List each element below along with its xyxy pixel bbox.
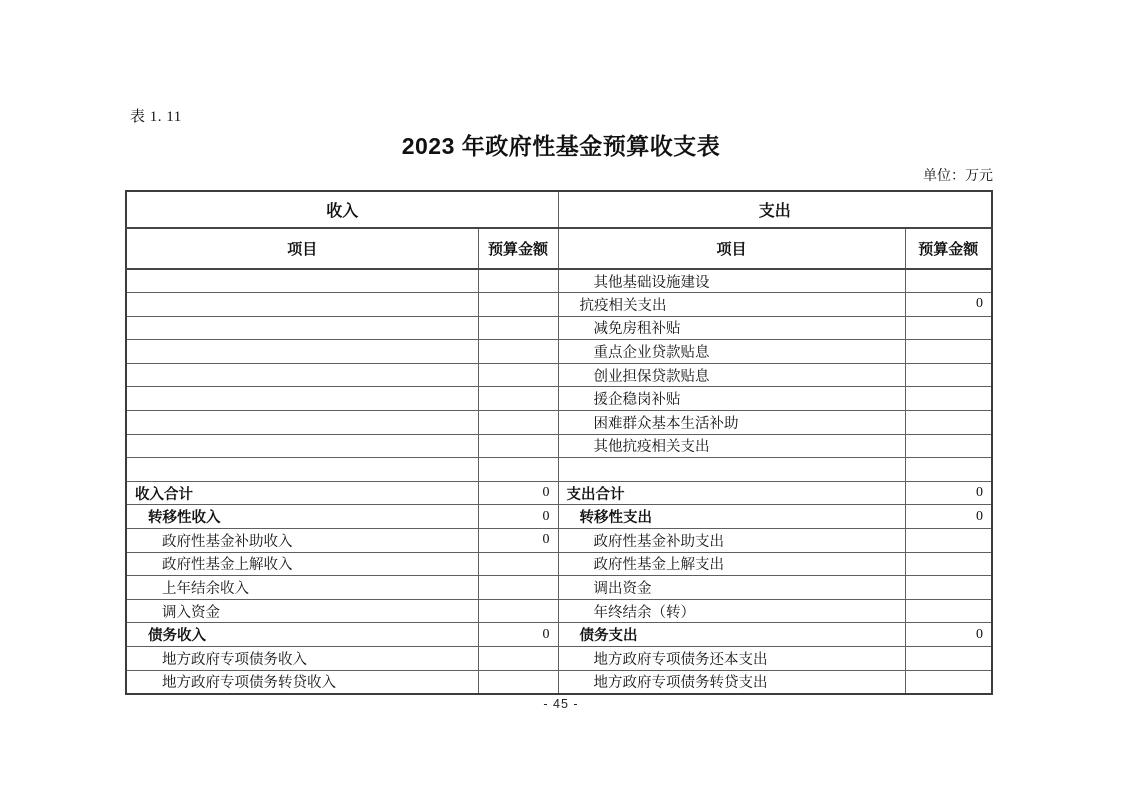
- left-item-cell: 收入合计: [126, 481, 478, 505]
- right-item-cell: 转移性支出: [558, 505, 905, 529]
- left-amount-cell: [478, 670, 558, 694]
- right-amount-cell: [905, 363, 992, 387]
- left-amount-cell: [478, 458, 558, 482]
- right-amount-cell: [905, 576, 992, 600]
- right-item-cell: 抗疫相关支出: [558, 293, 905, 317]
- right-amount-cell: [905, 670, 992, 694]
- table-row: [126, 269, 992, 293]
- left-amount-cell: [478, 293, 558, 317]
- page-number: - 45 -: [543, 697, 579, 711]
- table-row: [126, 481, 992, 505]
- table-row: [126, 529, 992, 553]
- right-amount-cell: 0: [905, 505, 992, 529]
- table-row: [126, 340, 992, 364]
- right-amount-cell: [905, 599, 992, 623]
- left-item-cell: 地方政府专项债务收入: [126, 647, 478, 671]
- table-row: [126, 647, 992, 671]
- right-item-cell: 援企稳岗补贴: [558, 387, 905, 411]
- left-amount-cell: [478, 647, 558, 671]
- table-row: [126, 363, 992, 387]
- table-column-header-row: [126, 228, 992, 269]
- budget-table: [125, 190, 993, 695]
- right-item-cell: 政府性基金上解支出: [558, 552, 905, 576]
- budget-table-body: [126, 269, 992, 694]
- right-item-cell: 地方政府专项债务还本支出: [558, 647, 905, 671]
- left-amount-cell: [478, 599, 558, 623]
- left-item-cell: [126, 340, 478, 364]
- left-amount-cell: [478, 340, 558, 364]
- left-item-cell: 上年结余收入: [126, 576, 478, 600]
- left-amount-cell: [478, 552, 558, 576]
- right-amount-cell: [905, 552, 992, 576]
- right-item-cell: 其他基础设施建设: [558, 269, 905, 293]
- left-amount-cell: [478, 269, 558, 293]
- right-amount-cell: [905, 340, 992, 364]
- left-item-cell: [126, 269, 478, 293]
- right-item-cell: 调出资金: [558, 576, 905, 600]
- table-group-header-row: [126, 191, 992, 228]
- left-item-cell: 政府性基金补助收入: [126, 529, 478, 553]
- left-amount-cell: [478, 411, 558, 435]
- table-row: [126, 293, 992, 317]
- table-row: [126, 316, 992, 340]
- revenue-group-header: 收入: [126, 191, 558, 228]
- table-row: [126, 623, 992, 647]
- right-amount-cell: [905, 529, 992, 553]
- right-item-cell: 年终结余（转）: [558, 599, 905, 623]
- right-item-cell: 创业担保贷款贴息: [558, 363, 905, 387]
- left-amount-cell: [478, 363, 558, 387]
- left-item-cell: [126, 363, 478, 387]
- left-amount-cell: [478, 316, 558, 340]
- left-item-cell: 地方政府专项债务转贷收入: [126, 670, 478, 694]
- table-row: [126, 576, 992, 600]
- right-item-cell: 困难群众基本生活补助: [558, 411, 905, 435]
- table-row: [126, 670, 992, 694]
- table-row: [126, 387, 992, 411]
- right-amount-cell: [905, 269, 992, 293]
- left-item-cell: 调入资金: [126, 599, 478, 623]
- right-item-cell: 地方政府专项债务转贷支出: [558, 670, 905, 694]
- left-item-cell: [126, 293, 478, 317]
- page-title: 2023 年政府性基金预算收支表: [401, 133, 721, 159]
- left-amount-cell: [478, 434, 558, 458]
- right-amount-cell: [905, 387, 992, 411]
- left-item-cell: [126, 387, 478, 411]
- right-amount-cell: [905, 411, 992, 435]
- right-item-cell: 支出合计: [558, 481, 905, 505]
- left-item-cell: [126, 316, 478, 340]
- left-item-cell: [126, 434, 478, 458]
- table-row: [126, 552, 992, 576]
- right-amount-cell: [905, 647, 992, 671]
- left-amount-cell: 0: [478, 505, 558, 529]
- right-amount-cell: [905, 458, 992, 482]
- unit-label: 单位：万元: [923, 169, 993, 184]
- expenditure-amount-column-header: 预算金额: [905, 228, 992, 269]
- revenue-item-column-header: 项目: [126, 228, 478, 269]
- expenditure-group-header: 支出: [558, 191, 992, 228]
- right-item-cell: 政府性基金补助支出: [558, 529, 905, 553]
- table-row: [126, 434, 992, 458]
- right-amount-cell: [905, 316, 992, 340]
- table-row: [126, 458, 992, 482]
- right-amount-cell: [905, 434, 992, 458]
- table-row: [126, 411, 992, 435]
- left-item-cell: 转移性收入: [126, 505, 478, 529]
- left-amount-cell: 0: [478, 529, 558, 553]
- right-amount-cell: 0: [905, 293, 992, 317]
- right-amount-cell: 0: [905, 481, 992, 505]
- left-amount-cell: 0: [478, 481, 558, 505]
- left-item-cell: 政府性基金上解收入: [126, 552, 478, 576]
- left-amount-cell: [478, 576, 558, 600]
- left-item-cell: [126, 411, 478, 435]
- right-item-cell: 重点企业贷款贴息: [558, 340, 905, 364]
- left-amount-cell: [478, 387, 558, 411]
- left-amount-cell: 0: [478, 623, 558, 647]
- left-item-cell: 债务收入: [126, 623, 478, 647]
- revenue-amount-column-header: 预算金额: [478, 228, 558, 269]
- table-label: 表 1. 11: [130, 109, 182, 125]
- expenditure-item-column-header: 项目: [558, 228, 905, 269]
- right-item-cell: [558, 458, 905, 482]
- table-row: [126, 505, 992, 529]
- right-amount-cell: 0: [905, 623, 992, 647]
- table-row: [126, 599, 992, 623]
- right-item-cell: 债务支出: [558, 623, 905, 647]
- right-item-cell: 其他抗疫相关支出: [558, 434, 905, 458]
- left-item-cell: [126, 458, 478, 482]
- right-item-cell: 减免房租补贴: [558, 316, 905, 340]
